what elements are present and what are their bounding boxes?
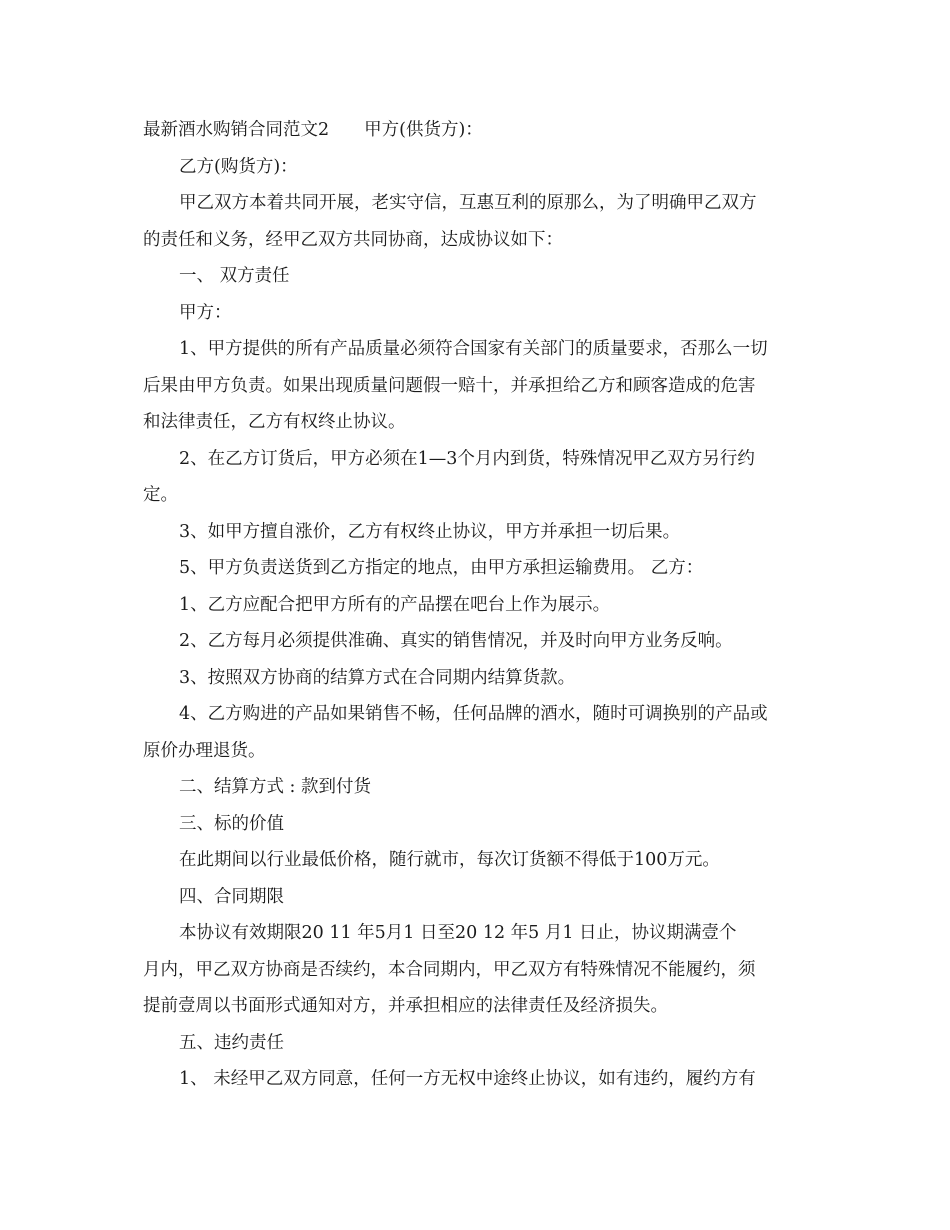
preamble-line-2: 的责任和义务，经甲乙双方共同协商，达成协议如下： [143,230,563,250]
section-heading-settlement: 二、结算方式 : 款到付货 [179,777,372,797]
party-b-clause-4-line-2: 原价办理退货。 [143,741,266,761]
party-a-clause-1-line-3: 和法律责任，乙方有权终止协议。 [143,412,406,432]
party-a-clause-3: 3、如甲方擅自涨价，乙方有权终止协议，甲方并承担一切后果。 [179,522,681,542]
section-heading-responsibilities: 一、 双方责任 [179,266,290,286]
party-b-clause-1: 1、乙方应配合把甲方所有的产品摆在吧台上作为展示。 [179,595,611,615]
party-b-clause-3: 3、按照双方协商的结算方式在合同期内结算货款。 [179,668,576,688]
section-heading-breach: 五、违约责任 [179,1033,284,1053]
party-a-clause-1-line-2: 后果由甲方负责。如果出现质量问题假一赔十，并承担给乙方和顾客造成的危害 [143,376,756,396]
preamble-line-1: 甲乙双方本着共同开展，老实守信，互惠互利的原那么，为了明确甲乙双方 [179,193,757,213]
party-a-subheading: 甲方： [179,303,232,323]
term-text-line-1: 本协议有效期限20 11 年5月1 日至20 12 年5 月1 日止，协议期满壹个 [179,923,737,943]
party-b-clause-4-line-1: 4、乙方购进的产品如果销售不畅，任何品牌的酒水，随时可调换别的产品或 [179,704,768,724]
party-b-label: 乙方(购货方)： [179,157,298,177]
party-b-clause-2: 2、乙方每月必须提供准确、真实的销售情况，并及时向甲方业务反响。 [179,631,733,651]
party-a-clause-2-line-2: 定。 [143,485,178,505]
party-a-clause-1-line-1: 1、甲方提供的所有产品质量必须符合国家有关部门的质量要求，否那么一切 [179,339,768,359]
party-a-clause-5: 5、甲方负责送货到乙方指定的地点，由甲方承担运输费用。 乙方： [179,558,704,578]
document-title-line: 最新酒水购销合同范文2 甲方(供货方)： [143,120,483,140]
term-text-line-3: 提前壹周以书面形式通知对方，并承担相应的法律责任及经济损失。 [143,996,668,1016]
subject-value-text: 在此期间以行业最低价格，随行就市，每次订货额不得低于100万元。 [179,850,720,870]
section-heading-subject-value: 三、标的价值 [179,814,284,834]
breach-clause-1: 1、 未经甲乙双方同意，任何一方无权中途终止协议，如有违约，履约方有 [179,1069,756,1089]
party-a-clause-2-line-1: 2、在乙方订货后，甲方必须在1—3个月内到货，特殊情况甲乙双方另行约 [179,449,755,469]
section-heading-term: 四、合同期限 [179,887,284,907]
term-text-line-2: 月内，甲乙双方协商是否续约，本合同期内，甲乙双方有特殊情况不能履约，须 [143,960,756,980]
